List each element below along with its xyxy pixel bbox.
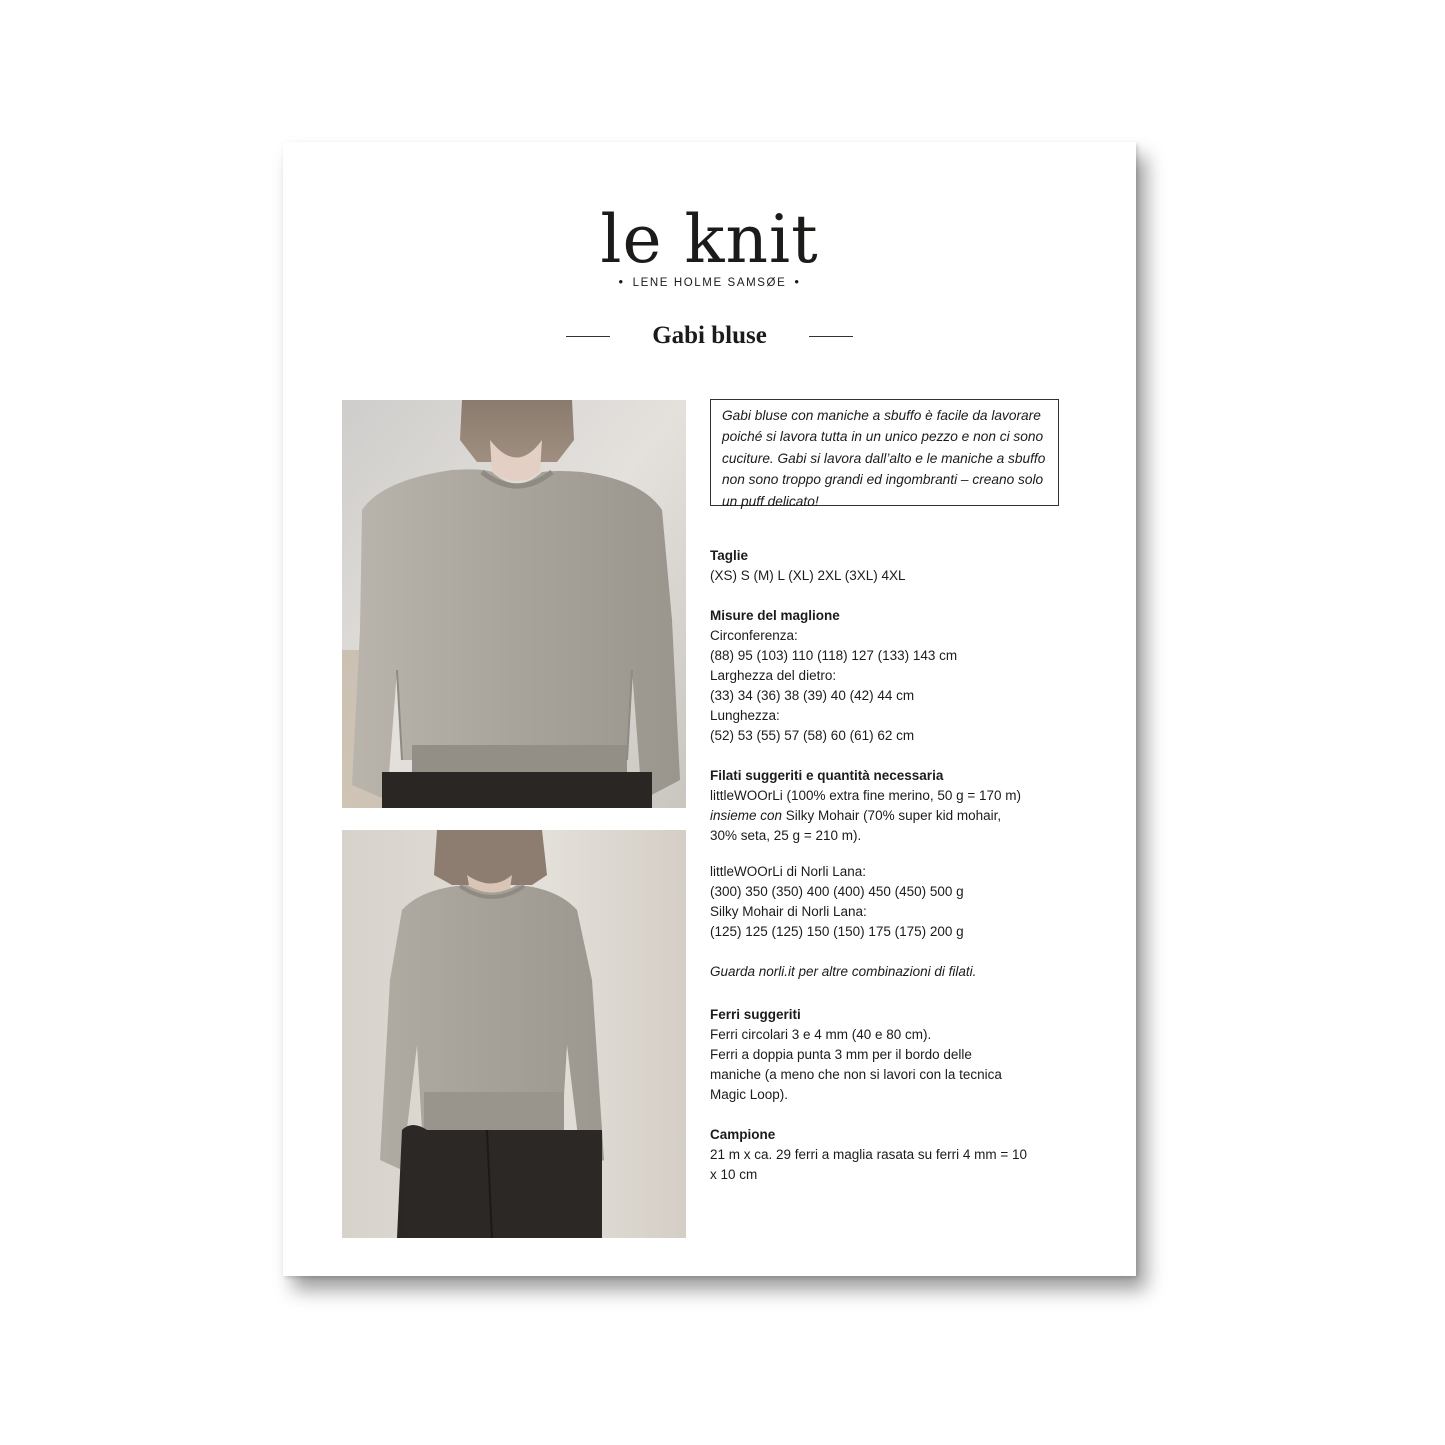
intro-box: Gabi bluse con maniche a sbuffo è facile da lavorare poiché si lavora tutta in un unico pezzo e non ci sono cuciture. Gabi si lavora dall’alto e le maniche a sbuffo non sono troppo grandi ed ingombranti – creano solo un puff delicato! [710, 399, 1059, 506]
pattern-page [283, 142, 1136, 1276]
circumference-label: Circonferenza: [710, 628, 798, 643]
yarn-line-1: littleWOOrLi (100% extra fine merino, 50 g = 170 m) [710, 788, 1022, 803]
needles-line-1: Ferri circolari 3 e 4 mm (40 e 80 cm). [710, 1027, 932, 1042]
spacer [710, 846, 1075, 862]
length-label: Lunghezza: [710, 708, 780, 723]
needles-line-2: Ferri a doppia punta 3 mm per il bordo delle [710, 1047, 972, 1062]
yarn-line-2-rest: Silky Mohair (70% super kid mohair, [782, 808, 1002, 823]
sizes-heading: Taglie [710, 548, 749, 563]
spacer [710, 746, 1075, 766]
brand-tagline [283, 274, 1136, 289]
tagline-text: LENE HOLME SAMSØE [632, 277, 787, 289]
circumference-value: (88) 95 (103) 110 (118) 127 (133) 143 cm [710, 648, 958, 663]
gauge-line-2: x 10 cm [710, 1167, 758, 1182]
needles-heading: Ferri suggeriti [710, 1007, 801, 1022]
spacer [710, 1105, 1075, 1125]
yarn-amount-1: (300) 350 (350) 400 (400) 450 (450) 500 g [710, 884, 964, 899]
photo-sweater-closeup [342, 400, 686, 808]
title-row [283, 319, 1136, 353]
bullet-icon: • [618, 274, 625, 289]
yarn-amount-1-label: littleWOOrLi di Norli Lana: [710, 864, 867, 879]
page-title: Gabi bluse [652, 322, 767, 349]
gauge-heading: Campione [710, 1127, 776, 1142]
spacer [710, 942, 1075, 962]
back-width-label: Larghezza del dietro: [710, 668, 837, 683]
yarn-amount-2: (125) 125 (125) 150 (150) 175 (175) 200 g [710, 924, 964, 939]
needles-line-4: Magic Loop). [710, 1087, 789, 1102]
length-value: (52) 53 (55) 57 (58) 60 (61) 62 cm [710, 728, 915, 743]
title-rule-right [809, 336, 853, 337]
sizes-value: (XS) S (M) L (XL) 2XL (3XL) 4XL [710, 568, 906, 583]
brand-logo [283, 202, 1136, 278]
together-with-text: insieme con [710, 808, 783, 823]
title-rule-left [566, 336, 610, 337]
logo-wordmark: le knit [600, 201, 819, 278]
yarn-heading: Filati suggeriti e quantità necessaria [710, 768, 944, 783]
yarn-line-2 [710, 806, 1075, 826]
spacer [710, 586, 1075, 606]
back-width-value: (33) 34 (36) 38 (39) 40 (42) 44 cm [710, 688, 915, 703]
yarn-amount-2-label: Silky Mohair di Norli Lana: [710, 904, 867, 919]
needles-line-3: maniche (a meno che non si lavori con la tecnica [710, 1067, 1002, 1082]
yarn-line-3: 30% seta, 25 g = 210 m). [710, 828, 862, 843]
yarn-note: Guarda norli.it per altre combinazioni di filati. [710, 964, 977, 979]
spacer [710, 982, 1075, 1005]
gauge-line-1: 21 m x ca. 29 ferri a maglia rasata su ferri 4 mm = 10 [710, 1147, 1027, 1162]
pattern-details [710, 546, 1075, 1185]
photo-sweater-front [342, 830, 686, 1238]
measurements-heading: Misure del maglione [710, 608, 840, 623]
bullet-icon: • [794, 274, 801, 289]
